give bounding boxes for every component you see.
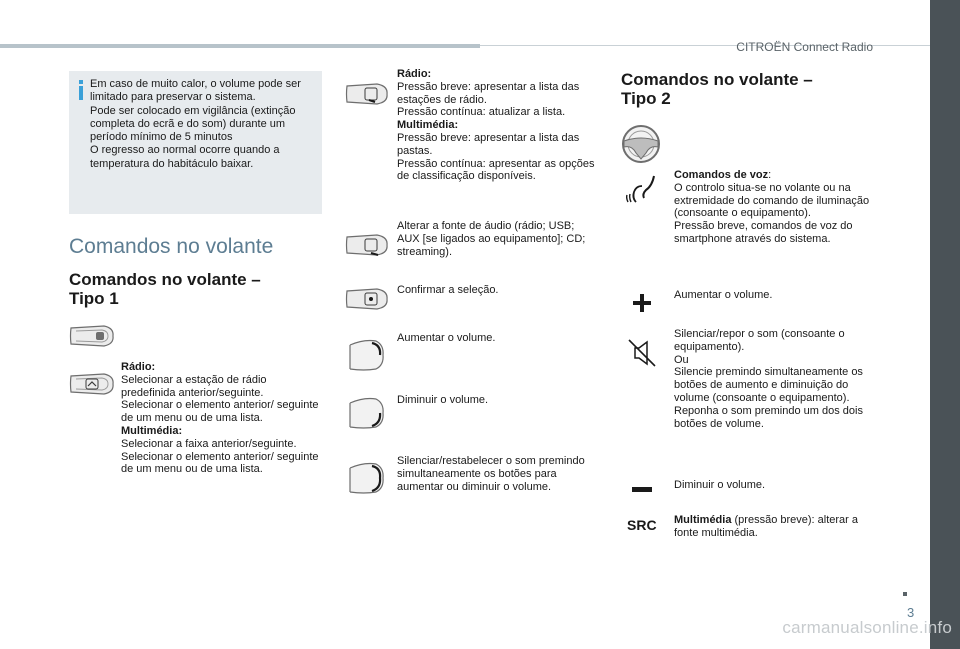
tipo1-heading: Comandos no volante – Tipo 1 — [69, 270, 261, 308]
tipo2-volume-up-description: Aumentar o volume. — [674, 289, 773, 301]
plus-icon — [631, 292, 653, 314]
voice-command-icon — [626, 174, 660, 206]
volume-up-stalk-icon — [346, 335, 386, 375]
src-description: Multimédia (pressão breve): alterar a fonte multimédia. — [674, 514, 859, 539]
steering-wheel-icon — [620, 123, 662, 165]
section-title: Comandos no volante — [69, 235, 274, 258]
source-description: Alterar a fonte de áudio (rádio; USB; AUX [se ligados ao equipamento]; CD; streaming). — [397, 220, 586, 258]
note-line: Em caso de muito calor, o volume pode ser limitado para preservar o sistema. — [90, 78, 301, 104]
tipo2-mute-description: Silenciar/repor o som (consoante o equipamento). Ou Silencie premindo simultaneamente os botões de aumento e diminuição do volume (consoante o equipamento). Reponha o som premindo um dos dois botões de volume. — [674, 328, 863, 430]
info-icon — [76, 80, 86, 100]
voice-command-description: Comandos de voz: O controlo situa-se no volante ou na extremidade do comando de iluminação (consoante o equipamento). Pressão breve, comandos de voz do smartphone através do sistema. — [674, 169, 870, 245]
tipo2-heading: Comandos no volante – Tipo 2 — [621, 70, 813, 108]
middle-radio-description: Rádio: Pressão breve: apresentar a lista das estações de rádio. Pressão contínua: atualizar a lista. Multimédia: Pressão breve: apresentar a lista das pastas. Pressão contínua: apresentar as opções de classificação disponíveis. — [397, 68, 595, 183]
volume-down-description: Diminuir o volume. — [397, 394, 489, 406]
confirm-description: Confirmar a seleção. — [397, 284, 499, 296]
note-line: O regresso ao normal ocorre quando a temperatura do habitáculo baixar. — [90, 144, 280, 170]
tipo1-radio-description: Rádio: Selecionar a estação de rádio predefinida anterior/seguinte. Selecionar o elemento anterior/ seguinte de um menu ou de uma lista. Multimédia: Selecionar a faixa anterior/seguinte. Selecionar o elemento anterior/ seguinte de um menu ou de uma lista. — [121, 361, 319, 476]
steering-stalk-icon — [68, 322, 116, 350]
volume-down-stalk-icon — [346, 393, 386, 433]
minus-icon — [631, 486, 653, 494]
page-edge-strip — [930, 0, 960, 649]
mute-stalk-icon — [346, 458, 386, 498]
info-note-text — [90, 78, 320, 171]
stalk-source-button-icon — [345, 231, 390, 259]
speaker-muted-icon — [627, 338, 657, 368]
header-rule — [0, 44, 480, 48]
watermark: carmanualsonline.info — [782, 618, 952, 637]
stalk-confirm-button-icon — [345, 285, 390, 313]
volume-up-description: Aumentar o volume. — [397, 332, 496, 344]
tipo2-volume-down-description: Diminuir o volume. — [674, 479, 766, 491]
page-header-title: CITROËN Connect Radio — [736, 40, 873, 54]
src-label: SRC — [627, 517, 657, 533]
mute-description: Silenciar/restabelecer o som premindo simultaneamente os botões para aumentar ou diminuir o volume. — [397, 455, 585, 493]
steering-stalk-ring-icon — [68, 370, 116, 398]
footer-marker — [903, 592, 907, 596]
page-number: 3 — [907, 605, 915, 620]
stalk-end-button-icon — [345, 80, 390, 108]
note-line: Pode ser colocado em vigilância (extinção completa do ecrã e do som) durante um período mínimo de 5 minutos — [90, 104, 296, 144]
